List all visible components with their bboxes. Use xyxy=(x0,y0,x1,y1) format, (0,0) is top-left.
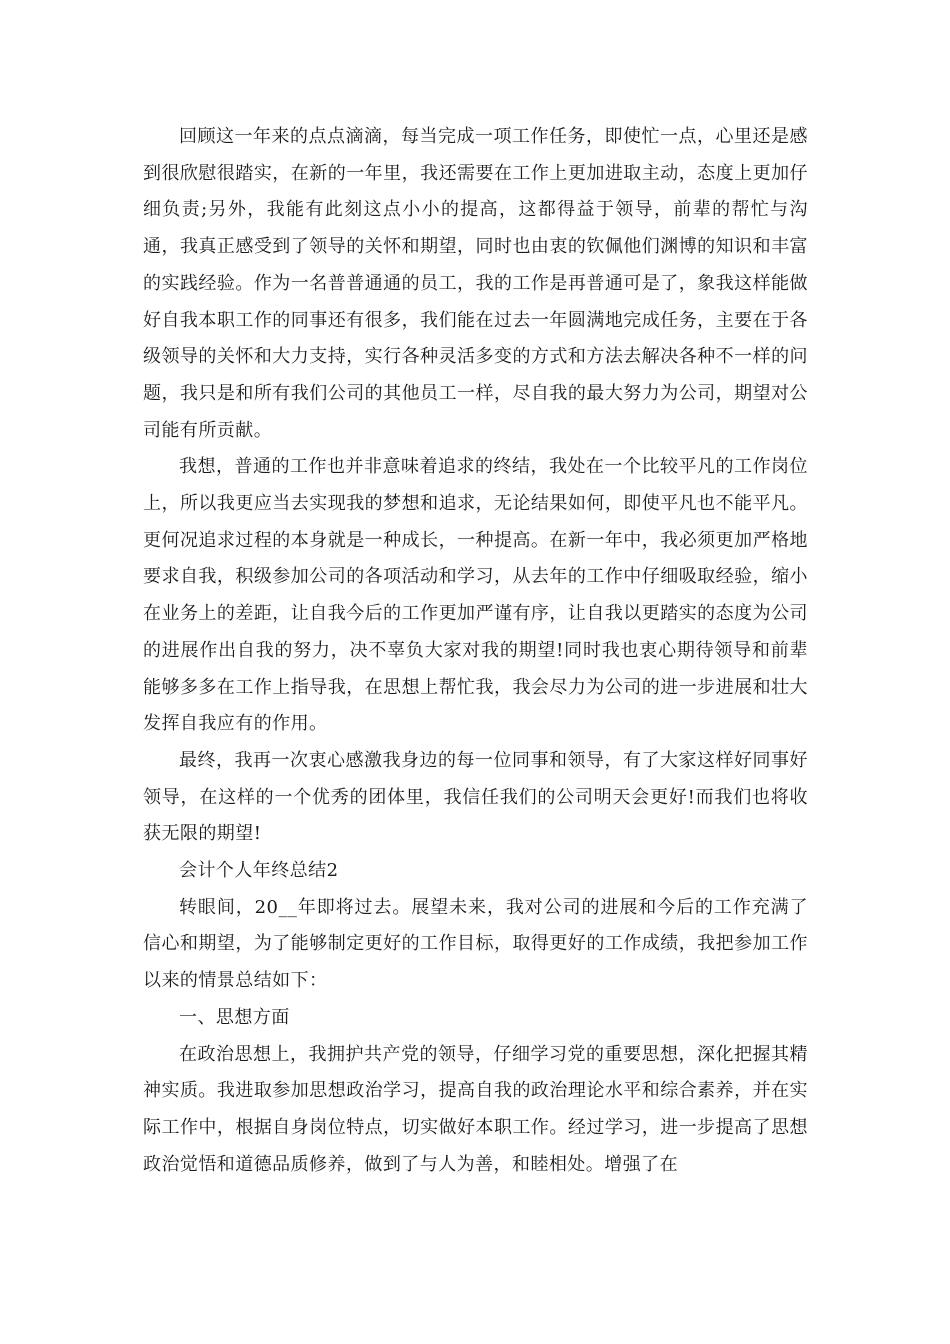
paragraph-review: 回顾这一年来的点点滴滴，每当完成一项工作任务，即使忙一点，心里还是感到很欣慰很踏实，在新的一年里，我还需要在工作上更加进取主动，态度上更加仔细负责;另外，我能有此刻这点小小的提高，这都得益于领导，前辈的帮忙与沟通，我真正感受到了领导的关怀和期望，同时也由衷的钦佩他们渊博的知识和丰富的实践经验。作为一名普普通通的员工，我的工作是再普通可是了，象我这样能做好自我本职工作的同事还有很多，我们能在过去一年圆满地完成任务，主要在于各级领导的关怀和大力支持，实行各种灵活多变的方式和方法去解决各种不一样的问题，我只是和所有我们公司的其他员工一样，尽自我的最大努力为公司，期望对公司能有所贡献。 xyxy=(143,126,808,441)
paragraph-thanks: 最终，我再一次衷心感激我身边的每一位同事和领导，有了大家这样好同事好领导，在这样的一个优秀的团体里，我信任我们的公司明天会更好!而我们也将收获无限的期望! xyxy=(143,749,808,845)
paragraph-ideas: 我想，普通的工作也并非意味着追求的终结，我处在一个比较平凡的工作岗位上，所以我更应当去实现我的梦想和追求，无论结果如何，即使平凡也不能平凡。更何况追求过程的本身就是一种成长，一种提高。在新一年中，我必须更加严格地要求自我，积级参加公司的各项活动和学习，从去年的工作中仔细吸取经验，缩小在业务上的差距，让自我今后的工作更加严谨有序，让自我以更踏实的态度为公司的进展作出自我的努力，决不辜负大家对我的期望!同时我也衷心期待领导和前辈能够多多在工作上指导我，在思想上帮忙我，我会尽力为公司的进一步进展和壮大发挥自我应有的作用。 xyxy=(143,456,808,735)
subheading-thought: 一、思想方面 xyxy=(179,1006,290,1028)
document-body xyxy=(143,119,808,1183)
paragraph-politics: 在政治思想上，我拥护共产党的领导，仔细学习党的重要思想，深化把握其精神实质。我进取参加思想政治学习，提高自我的政治理论水平和综合素养，并在实际工作中，根据自身岗位特点，切实做好本职工作。经过学习，进一步提高了思想政治觉悟和道德品质修养，做到了与人为善，和睦相处。增强了在 xyxy=(143,1043,808,1175)
section-title: 会计个人年终总结2 xyxy=(179,860,339,882)
paragraph-intro: 转眼间，20__年即将过去。展望未来，我对公司的进展和今后的工作充满了信心和期望，为了能够制定更好的工作目标，取得更好的工作成绩，我把参加工作以来的情景总结如下： xyxy=(143,896,808,992)
